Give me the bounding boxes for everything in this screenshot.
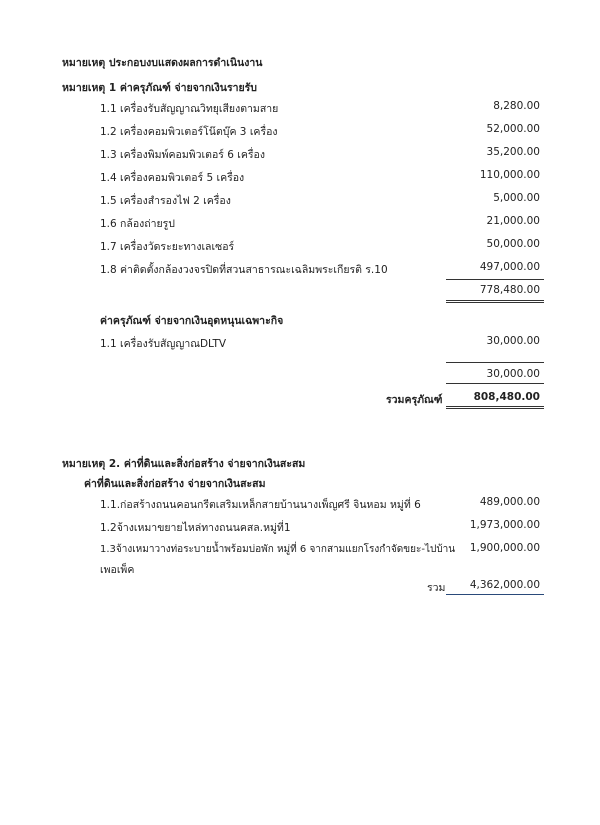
note1-item-label: 1.4 เครื่องคอมพิวเตอร์ 5 เครื่อง — [100, 172, 245, 184]
note2-item-amount: 1,973,000.00 — [469, 519, 540, 531]
equipment-total-label: รวมครุภัณฑ์ — [386, 394, 443, 406]
note2-item-label: 1.2จ้างเหมาขยายไหล่ทางถนนคสล.หมู่ที่1 — [100, 522, 291, 534]
note1-item-amount: 110,000.00 — [479, 169, 540, 181]
note1-item-amount: 497,000.00 — [479, 261, 540, 273]
note2-item-label: 1.1.ก่อสร้างถนนคอนกรีตเสริมเหล็กสายบ้านนางเพ็ญศรี จินหอม หมู่ที่ 6 — [100, 499, 421, 511]
subsidy-subtotal: 30,000.00 — [486, 368, 540, 380]
equipment-total: 808,480.00 — [473, 391, 540, 403]
note-header: หมายเหตุ ประกอบงบแสดงผลการดำเนินงาน — [62, 57, 263, 69]
note1-item-amount: 8,280.00 — [493, 100, 540, 112]
note2-item-amount: 1,900,000.00 — [469, 542, 540, 554]
subtotal-rule — [446, 383, 544, 384]
note1-item-amount: 50,000.00 — [486, 238, 540, 250]
note2-title: หมายเหตุ 2. ค่าที่ดินและสิ่งก่อสร้าง จ่ายจากเงินสะสม — [62, 458, 306, 470]
note2-item-amount: 489,000.00 — [479, 496, 540, 508]
note1-item-amount: 35,200.00 — [486, 146, 540, 158]
subsidy-title: ค่าครุภัณฑ์ จ่ายจากเงินอุดหนุนเฉพาะกิจ — [100, 315, 284, 327]
note1-title: หมายเหตุ 1 ค่าครุภัณฑ์ จ่ายจากเงินรายรับ — [62, 82, 257, 94]
double-rule — [446, 300, 544, 303]
subtotal-rule — [446, 362, 544, 363]
subsidy-item-label: 1.1 เครื่องรับสัญญาณDLTV — [100, 338, 227, 350]
note1-item-label: 1.6 กล้องถ่ายรูป — [100, 218, 175, 230]
note1-item-label: 1.2 เครื่องคอมพิวเตอร์โน๊ตบุ๊ค 3 เครื่อง — [100, 126, 278, 138]
note2-item-label: 1.3จ้างเหมาวางท่อระบายน้ำพร้อมบ่อพัก หมู่ที่ 6 จากสามแยกโรงกำจัดขยะ-ไปบ้าน — [100, 544, 456, 555]
subsidy-item-amount: 30,000.00 — [486, 335, 540, 347]
note2-item-label-cont: เพอเพ็ค — [100, 564, 135, 576]
note1-item-amount: 21,000.00 — [486, 215, 540, 227]
subtotal-rule — [446, 279, 544, 280]
note1-item-label: 1.3 เครื่องพิมพ์คอมพิวเตอร์ 6 เครื่อง — [100, 149, 265, 161]
note2-total: 4,362,000.00 — [469, 579, 540, 591]
note1-item-amount: 5,000.00 — [493, 192, 540, 204]
note1-item-label: 1.1 เครื่องรับสัญญาณวิทยุเสียงตามสาย — [100, 103, 279, 115]
note1-item-label: 1.8 ค่าติดตั้งกล้องวงจรปิดที่สวนสาธารณะเฉลิมพระเกียรติ ร.10 — [100, 264, 388, 276]
note1-item-label: 1.5 เครื่องสำรองไฟ 2 เครื่อง — [100, 195, 231, 207]
total-rule — [446, 594, 544, 595]
note1-item-amount: 52,000.00 — [486, 123, 540, 135]
note1-subtotal: 778,480.00 — [479, 284, 540, 296]
note2-subtitle: ค่าที่ดินและสิ่งก่อสร้าง จ่ายจากเงินสะสม — [84, 478, 266, 490]
note2-total-label: รวม — [427, 582, 446, 594]
double-rule — [446, 406, 544, 409]
note1-item-label: 1.7 เครื่องวัดระยะทางเลเซอร์ — [100, 241, 235, 253]
